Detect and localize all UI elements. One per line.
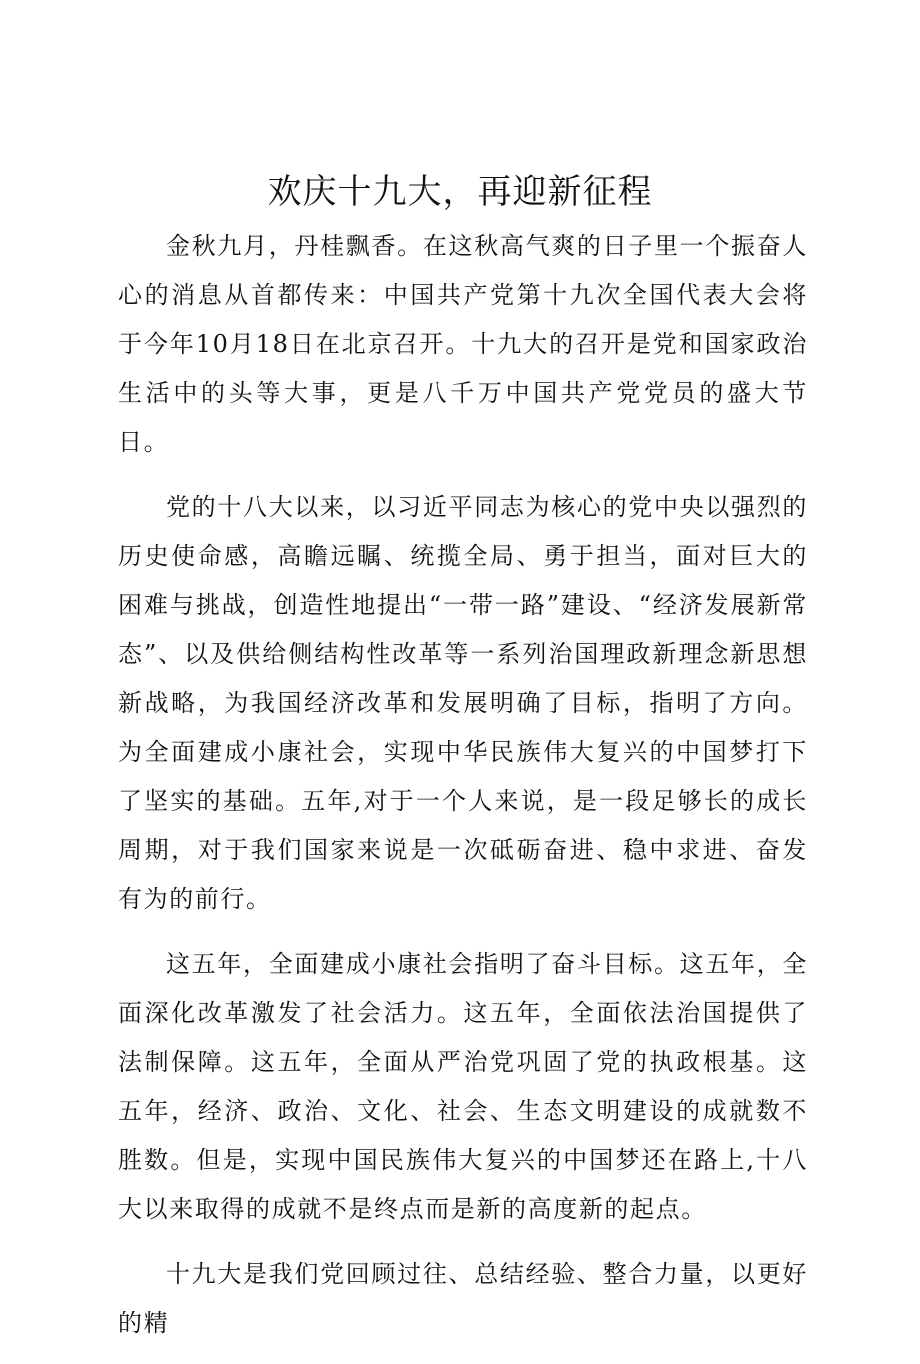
- paragraph: 这五年，全面建成小康社会指明了奋斗目标。这五年，全面深化改革激发了社会活力。这五年，全面依法治国提供了法制保障。这五年，全面从严治党巩固了党的执政根基。这五年，经济、政治、文化、社会、生态文明建设的成就数不胜数。但是，实现中国民族伟大复兴的中国梦还在路上,十八大以来取得的成就不是终点而是新的高度新的起点。: [118, 950, 808, 1223]
- document-title: 欢庆十九大，再迎新征程: [267, 172, 653, 212]
- paragraph: 十九大是我们党回顾过往、总结经验、整合力量，以更好的精: [118, 1260, 808, 1337]
- paragraph: 金秋九月，丹桂飘香。在这秋高气爽的日子里一个振奋人心的消息从首都传来：中国共产党第十九次全国代表大会将于今年10月18日在北京召开。十九大的召开是党和国家政治生活中的头等大事，更是八千万中国共产党党员的盛大节日。: [118, 232, 808, 456]
- paragraph: 党的十八大以来，以习近平同志为核心的党中央以强烈的历史使命感，高瞻远瞩、统揽全局、勇于担当，面对巨大的困难与挑战，创造性地提出“一带一路”建设、“经济发展新常态”、以及供给侧结构性改革等一系列治国理政新理念新思想新战略，为我国经济改革和发展明确了目标，指明了方向。为全面建成小康社会，实现中华民族伟大复兴的中国梦打下了坚实的基础。五年,对于一个人来说，是一段足够长的成长周期，对于我们国家来说是一次砥砺奋进、稳中求进、奋发有为的前行。: [118, 493, 808, 913]
- document-body: [118, 222, 808, 1364]
